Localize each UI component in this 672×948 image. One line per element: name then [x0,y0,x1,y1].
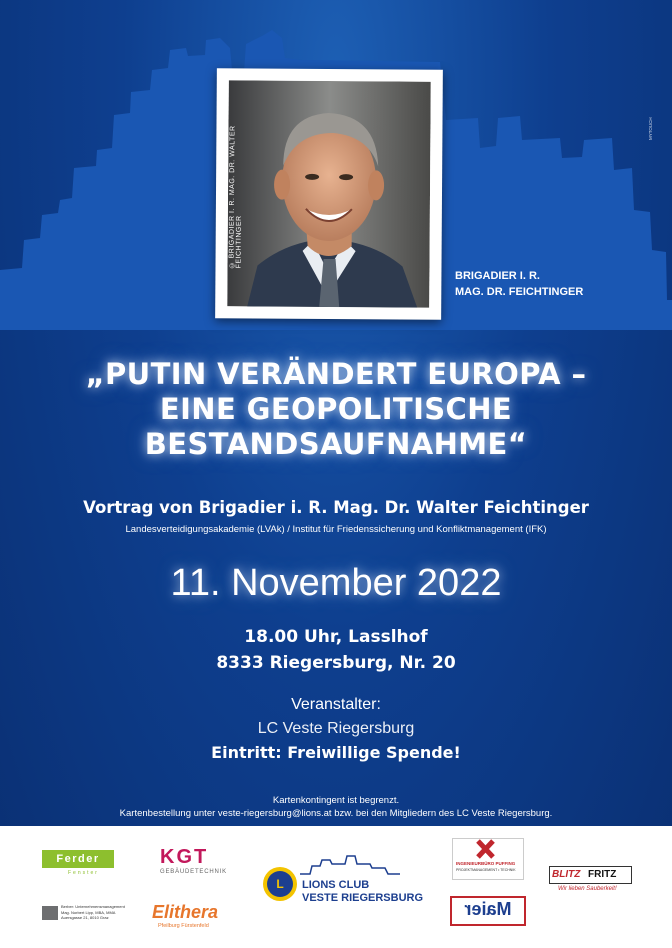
speaker-caption-line2: MAG. DR. FEICHTINGER [455,286,584,298]
blitzfritz-logo [549,866,632,884]
speaker-photo-frame [215,68,443,320]
lions-emblem-icon [262,866,298,902]
title-line2: EINE GEOPOLITISCHE [159,392,513,426]
event-time-location [0,624,672,676]
event-date: 11. November 2022 [170,562,502,604]
tax-company-line1: Mag. Norbert Lipp, MBA, MMA [61,909,116,915]
time-line1: 18.00 Uhr, Lasslhof [244,627,428,647]
lecture-title [0,357,672,462]
kgt-logo: KGT [160,846,209,868]
blitz-text: BLITZ [552,869,581,880]
tax-company-mark [42,906,58,920]
entry-info: Eintritt: Freiwillige Spende! [211,743,461,762]
maier-logo [450,896,526,926]
ticket-info-line1: Kartenkontingent ist begrenzt. [272,795,400,806]
lions-club-name [302,879,423,905]
speaker-caption-line1: BRIGADIER I. R. [455,270,540,282]
kgt-sub: GEBÄUDETECHNIK [160,869,227,875]
svg-text:L: L [276,877,284,891]
speaker-photo [227,80,431,307]
elithera-sub: Pfeilburg Fürstenfeld [158,923,209,929]
organizer-block [0,693,672,765]
tax-company-name: Berber: Unternehmensmanagement [61,904,125,909]
ferder-logo-text: Ferder [56,853,100,865]
side-code: MYTOUCH [648,117,653,140]
organizer-label: Veranstalter: [291,696,381,713]
lions-line2: VESTE RIEGERSBURG [302,892,424,904]
title-line1: „PUTIN VERÄNDERT EUROPA – [85,357,587,391]
ingenieur-mark-icon [453,839,523,861]
ticket-info [0,794,672,820]
maier-logo-text: Maier [464,899,512,919]
time-line2: 8333 Riegersburg, Nr. 20 [216,653,456,673]
ingenieur-name: INGENIEURBÜRO PUFFING [456,861,516,866]
fritz-text: FRITZ [588,869,617,880]
tax-company-line2: Auersgasse 21, 8010 Graz [61,915,109,920]
photo-credit: © BRIGADIER I. R. MAG. DR. WALTER FEICHTINGER [228,125,243,269]
ferder-logo [42,850,114,868]
blitzfritz-slogan: Wir lieben Sauberkeit! [558,886,617,892]
speaker-caption [455,268,583,300]
title-line3: BESTANDSAUFNAHME“ [144,427,528,461]
ingenieur-sub: PROJEKTMANAGEMENT • TECHNIK [456,868,516,872]
tax-company-text [61,904,125,921]
elithera-logo: Elithera [152,902,219,922]
ingenieur-logo [452,838,524,880]
lions-line1: LIONS CLUB [302,879,370,891]
ticket-info-line2: Kartenbestellung unter veste-riegersburg@lions.at bzw. bei den Mitgliedern des LC Veste Riegersburg. [119,808,553,819]
lecture-subtitle: Vortrag von Brigadier i. R. Mag. Dr. Walter Feichtinger [83,498,589,517]
institute: Landesverteidigungsakademie (LVAk) / Institut für Friedenssicherung und Konfliktmanagement (IFK) [125,524,547,535]
organizer-name: LC Veste Riegersburg [257,720,415,737]
lions-castle-icon [300,854,400,876]
sponsor-band [0,826,672,948]
ferder-sub: Fenster [68,870,99,876]
